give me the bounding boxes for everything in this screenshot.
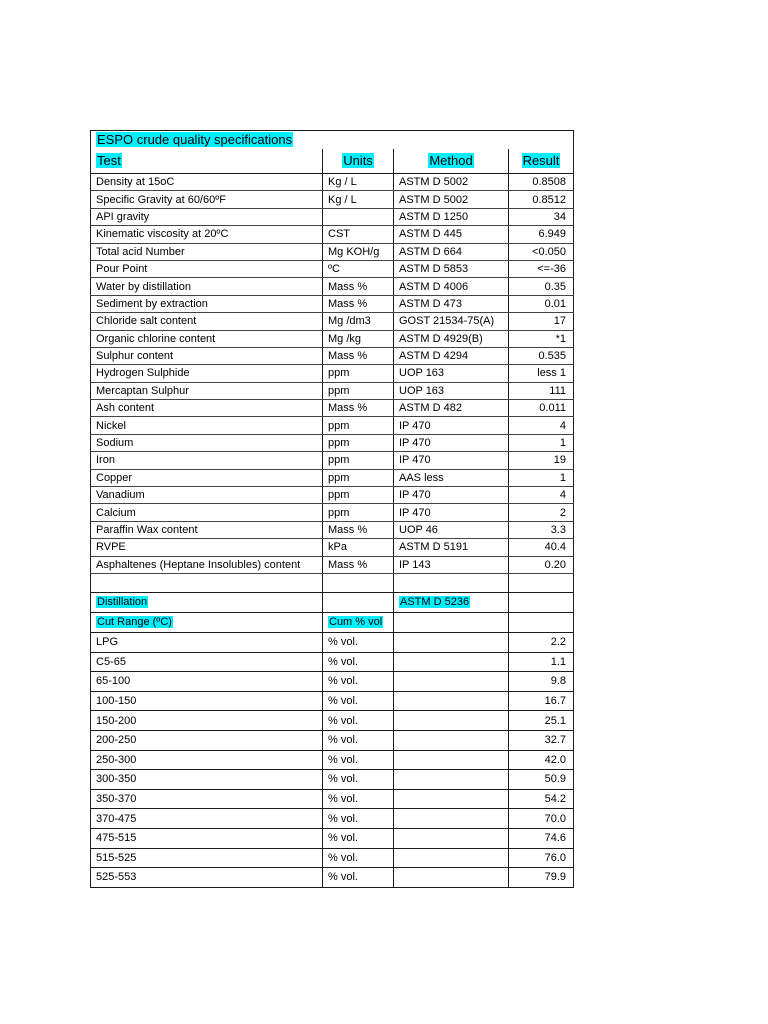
spec-result: 34 [509,208,574,225]
distillation-data-row [91,809,574,829]
spec-result: 6.949 [509,226,574,243]
distillation-method: ASTM D 5236 [394,592,509,612]
spec-test: Chloride salt content [91,313,323,330]
spec-method: ASTM D 1250 [394,208,509,225]
cut-value: 79.9 [509,868,574,888]
spec-units: kPa [323,539,394,556]
spec-units: Mg /dm3 [323,313,394,330]
cut-units: % vol. [323,691,394,711]
sheet-title: ESPO crude quality specifications [97,132,293,147]
spec-units [323,208,394,225]
blank-cell [394,868,509,888]
spec-row [91,382,574,399]
spec-method: IP 470 [394,434,509,451]
distillation-data-row [91,711,574,731]
blank-cell [394,809,509,829]
spec-method: ASTM D 4929(B) [394,330,509,347]
cut-range: 150-200 [91,711,323,731]
spec-method: ASTM D 4006 [394,278,509,295]
spec-result: 2 [509,504,574,521]
spec-result: 1 [509,469,574,486]
spec-units: Kg / L [323,191,394,208]
cut-range: 475-515 [91,828,323,848]
cut-range: 370-475 [91,809,323,829]
spec-test: Nickel [91,417,323,434]
spec-row [91,434,574,451]
spec-units: ppm [323,417,394,434]
spec-result: 3.3 [509,521,574,538]
spec-method: UOP 163 [394,382,509,399]
blank-cell [394,730,509,750]
spec-row [91,313,574,330]
cut-value: 74.6 [509,828,574,848]
spec-row [91,556,574,573]
spec-test: Mercaptan Sulphur [91,382,323,399]
spec-method: GOST 21534-75(A) [394,313,509,330]
spec-row [91,208,574,225]
spec-test: Iron [91,452,323,469]
spec-method: IP 143 [394,556,509,573]
title-row [91,131,574,150]
cut-value: 50.9 [509,770,574,790]
spec-units: Mass % [323,400,394,417]
cut-units: % vol. [323,789,394,809]
spec-units: ppm [323,365,394,382]
spec-method: ASTM D 445 [394,226,509,243]
spec-units: ppm [323,382,394,399]
spec-result: *1 [509,330,574,347]
spec-result: 0.20 [509,556,574,573]
spec-units: CST [323,226,394,243]
spec-test: Specific Gravity at 60/60ºF [91,191,323,208]
distillation-data-row [91,828,574,848]
spec-method: ASTM D 5002 [394,174,509,191]
cut-units: % vol. [323,868,394,888]
spec-test: Density at 15oC [91,174,323,191]
spec-method: ASTM D 5853 [394,260,509,277]
header-test: Test [91,149,323,174]
spec-test: Organic chlorine content [91,330,323,347]
blank-cell [91,573,323,592]
cut-value: 9.8 [509,672,574,692]
spec-units: ºC [323,260,394,277]
distillation-data-row [91,789,574,809]
cut-value: 54.2 [509,789,574,809]
spec-row [91,174,574,191]
spec-row [91,487,574,504]
spec-test: Sulphur content [91,347,323,364]
spec-method: ASTM D 5191 [394,539,509,556]
distillation-data-row [91,730,574,750]
spec-method: ASTM D 473 [394,295,509,312]
cut-range: 100-150 [91,691,323,711]
spec-units: Kg / L [323,174,394,191]
spec-row [91,260,574,277]
spec-result: 111 [509,382,574,399]
spec-test: Sodium [91,434,323,451]
spec-row [91,417,574,434]
spec-test: Paraffin Wax content [91,521,323,538]
cut-range: 250-300 [91,750,323,770]
spec-test: Asphaltenes (Heptane Insolubles) content [91,556,323,573]
spec-method: IP 470 [394,487,509,504]
blank-cell [394,848,509,868]
distillation-data-row [91,652,574,672]
spec-result: 4 [509,417,574,434]
title-cell [91,131,323,150]
blank-cell [394,770,509,790]
spec-units: ppm [323,487,394,504]
spec-result: 0.535 [509,347,574,364]
spec-method: IP 470 [394,452,509,469]
distillation-data-row [91,691,574,711]
spec-row [91,295,574,312]
spec-method: ASTM D 664 [394,243,509,260]
cut-units: % vol. [323,632,394,652]
spec-result: 0.8512 [509,191,574,208]
spec-test: Pour Point [91,260,323,277]
spec-row [91,226,574,243]
blank-cell [323,592,394,612]
cut-units: % vol. [323,848,394,868]
spec-result: 1 [509,434,574,451]
spec-test: RVPE [91,539,323,556]
spec-result: 0.8508 [509,174,574,191]
spec-units: ppm [323,469,394,486]
spec-result: <=-36 [509,260,574,277]
spec-result: <0.050 [509,243,574,260]
cut-range: 350-370 [91,789,323,809]
blank-cell [394,672,509,692]
spec-result: 0.01 [509,295,574,312]
cut-units: % vol. [323,672,394,692]
spec-row [91,278,574,295]
distillation-data-row [91,770,574,790]
spec-test: Ash content [91,400,323,417]
cut-value: 70.0 [509,809,574,829]
spec-test: API gravity [91,208,323,225]
spec-row [91,400,574,417]
spec-units: Mg KOH/g [323,243,394,260]
cut-range-header-row [91,612,574,632]
spec-units: ppm [323,452,394,469]
spec-result: less 1 [509,365,574,382]
blank-cell [394,711,509,731]
spec-test: Calcium [91,504,323,521]
cut-value: 42.0 [509,750,574,770]
cut-range: 515-525 [91,848,323,868]
cut-value: 76.0 [509,848,574,868]
cut-units: % vol. [323,652,394,672]
spec-row [91,365,574,382]
header-row [91,149,574,174]
cut-units: % vol. [323,809,394,829]
spec-row [91,539,574,556]
cut-range: 300-350 [91,770,323,790]
spec-units: Mass % [323,278,394,295]
espo-spec-table [90,130,574,888]
blank-cell [394,691,509,711]
spec-units: Mass % [323,521,394,538]
spec-method: IP 470 [394,504,509,521]
spec-units: Mass % [323,295,394,312]
distillation-data-row [91,750,574,770]
cut-units: % vol. [323,711,394,731]
spec-result: 4 [509,487,574,504]
spec-row [91,504,574,521]
spec-units: Mg /kg [323,330,394,347]
header-method: Method [394,149,509,174]
blank-cell [509,612,574,632]
spec-row [91,330,574,347]
cut-value: 2.2 [509,632,574,652]
spec-row [91,469,574,486]
cut-value: 16.7 [509,691,574,711]
spec-result: 19 [509,452,574,469]
cut-units: % vol. [323,750,394,770]
cut-range: 525-553 [91,868,323,888]
cut-value: 32.7 [509,730,574,750]
spec-test: Hydrogen Sulphide [91,365,323,382]
spec-method: UOP 46 [394,521,509,538]
spec-test: Kinematic viscosity at 20ºC [91,226,323,243]
spec-method: ASTM D 4294 [394,347,509,364]
blank-cell [394,612,509,632]
spec-row [91,521,574,538]
blank-cell [394,632,509,652]
blank-cell [509,573,574,592]
distillation-data-row [91,672,574,692]
cut-value: 25.1 [509,711,574,731]
spec-test: Copper [91,469,323,486]
spec-test: Sediment by extraction [91,295,323,312]
distillation-label: Distillation [91,592,323,612]
header-result: Result [509,149,574,174]
spec-method: ASTM D 5002 [394,191,509,208]
cut-units: % vol. [323,770,394,790]
spec-units: Mass % [323,556,394,573]
cut-range: C5-65 [91,652,323,672]
spec-result: 40.4 [509,539,574,556]
spec-row [91,191,574,208]
distillation-data-row [91,868,574,888]
spec-method: UOP 163 [394,365,509,382]
header-units: Units [323,149,394,174]
spec-method: IP 470 [394,417,509,434]
blank-cell [394,652,509,672]
spec-row [91,452,574,469]
spec-units: Mass % [323,347,394,364]
spec-units: ppm [323,504,394,521]
cut-units: % vol. [323,730,394,750]
blank-cell [394,828,509,848]
distillation-data-row [91,848,574,868]
spec-row [91,347,574,364]
blank-cell [394,573,509,592]
cut-value: 1.1 [509,652,574,672]
spec-method: AAS less [394,469,509,486]
blank-cell [394,750,509,770]
distillation-data-row [91,632,574,652]
cum-vol-header: Cum % vol [323,612,394,632]
cut-range-header: Cut Range (ºC) [91,612,323,632]
spec-result: 0.011 [509,400,574,417]
spec-test: Water by distillation [91,278,323,295]
spec-test: Vanadium [91,487,323,504]
cut-units: % vol. [323,828,394,848]
distillation-row [91,592,574,612]
blank-cell [323,573,394,592]
spec-method: ASTM D 482 [394,400,509,417]
spec-result: 17 [509,313,574,330]
spec-units: ppm [323,434,394,451]
blank-row [91,573,574,592]
spec-test: Total acid Number [91,243,323,260]
spec-result: 0.35 [509,278,574,295]
cut-range: 65-100 [91,672,323,692]
cut-range: LPG [91,632,323,652]
blank-cell [394,789,509,809]
cut-range: 200-250 [91,730,323,750]
spec-row [91,243,574,260]
blank-cell [509,592,574,612]
